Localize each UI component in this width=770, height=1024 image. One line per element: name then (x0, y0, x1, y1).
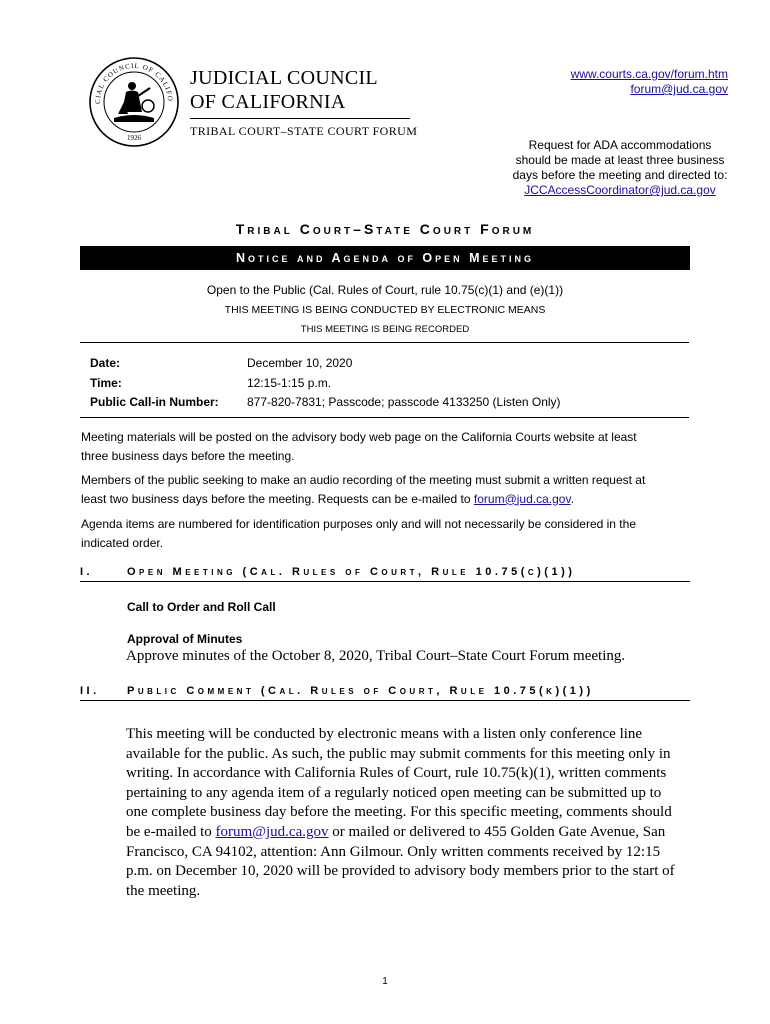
agenda-order-line-1: Agenda items are numbered for identification purposes only and will not necessarily be considered in the (81, 517, 636, 531)
comment-line-7: Francisco, CA 94102, attention: Ann Gilmour. Only written comments received by 12:15 (126, 843, 661, 860)
time-row (90, 376, 561, 396)
ada-line-1: Request for ADA accommodations (528, 138, 712, 152)
section-1-number: I. (80, 566, 94, 578)
meeting-details (90, 356, 561, 415)
comment-line-1: This meeting will be conducted by electronic means with a listen only conference line (126, 726, 643, 742)
approval-of-minutes-body: Approve minutes of the October 8, 2020, Tribal Court–State Court Forum meeting. (126, 648, 626, 664)
open-to-public-line: Open to the Public (Cal. Rules of Court, rule 10.75(c)(1) and (e)(1)) (206, 283, 564, 297)
comment-line-3: writing. In accordance with California Rules of Court, rule 10.75(k)(1), written comments (126, 765, 667, 782)
forum-email-link[interactable]: forum@jud.ca.gov (630, 82, 728, 96)
seal-year: 1926 (127, 134, 141, 142)
comment-line-8: p.m. on December 10, 2020 will be provided to advisory body members prior to the start of (126, 863, 675, 880)
call-in-value: 877-820-7831; Passcode; passcode 4133250 (Listen Only) (247, 395, 561, 409)
date-value: December 10, 2020 (247, 356, 353, 370)
org-name-line1: JUDICIAL COUNCIL (190, 67, 378, 89)
notice-banner-text: Notice and Agenda of Open Meeting (235, 251, 535, 265)
agenda-order-paragraph (81, 515, 691, 552)
recording-line-1: Members of the public seeking to make an audio recording of the meeting must submit a written request at (81, 473, 646, 487)
forum-subtitle: TRIBAL COURT–STATE COURT FORUM (190, 124, 418, 138)
comment-line-5: one complete business day before the meeting. For this specific meeting, comments should (126, 804, 672, 821)
electronic-means-line: THIS MEETING IS BEING CONDUCTED BY ELECTRONIC MEANS (224, 304, 546, 316)
org-name-line2: OF CALIFORNIA (190, 91, 346, 113)
forum-web-link[interactable]: www.courts.ca.gov/forum.htm (570, 67, 728, 81)
section-1-title: Open Meeting (Cal. Rules of Court, Rule 10.75(c)(1)) (127, 566, 576, 578)
document-title (0, 221, 770, 237)
call-in-label: Public Call-in Number: (90, 395, 219, 409)
comment-line-6-start: be e-mailed to (126, 823, 216, 840)
comment-email-link[interactable]: forum@jud.ca.gov (215, 823, 329, 840)
document-title-text: Tribal Court–State Court Forum (235, 221, 535, 237)
seal-arc-text: CIAL COUNCIL OF CALIFO (93, 61, 175, 105)
section-2-title: Public Comment (Cal. Rules of Court, Rule 10.75(k)(1)) (127, 685, 594, 697)
materials-line-1: Meeting materials will be posted on the advisory body web page on the California Courts website at least (81, 430, 637, 444)
details-bottom-rule (80, 417, 689, 418)
page-number: 1 (382, 976, 388, 987)
header-divider (190, 118, 410, 119)
recording-line-2: least two business days before the meeting. Requests can be e-mailed to (81, 491, 474, 506)
header-links (571, 67, 728, 97)
ada-line-3: days before the meeting and directed to: (512, 168, 728, 182)
ada-notice (505, 138, 735, 198)
call-to-order-title: Call to Order and Roll Call (127, 600, 276, 614)
comment-line-9: the meeting. (126, 882, 201, 899)
details-top-rule (80, 342, 689, 343)
recording-paragraph (81, 471, 691, 508)
date-row (90, 356, 561, 376)
section-2-number: II. (80, 685, 100, 697)
notice-banner (80, 246, 690, 270)
ada-email-link[interactable]: JCCAccessCoordinator@jud.ca.gov (524, 183, 716, 197)
recorded-line: THIS MEETING IS BEING RECORDED (300, 324, 470, 335)
time-label: Time: (90, 375, 122, 390)
comment-line-6-end: or mailed or delivered to 455 Golden Gate Avenue, San (328, 823, 666, 840)
comment-line-4: pertaining to any agenda item of a regularly noticed open meeting can be submitted up to (126, 784, 662, 801)
recording-line-2-end: . (570, 491, 574, 506)
recording-email-link[interactable]: forum@jud.ca.gov (473, 491, 571, 506)
call-in-row (90, 395, 561, 415)
materials-line-2: three business days before the meeting. (81, 448, 295, 463)
agenda-order-line-2: indicated order. (81, 535, 164, 550)
comment-line-2: available for the public. As such, the public may submit comments for this meeting only in (126, 745, 671, 762)
section-1-heading (80, 566, 690, 580)
approval-of-minutes-title: Approval of Minutes (127, 632, 243, 646)
ada-line-2: should be made at least three business (515, 153, 725, 167)
organization-name (190, 66, 378, 114)
date-label: Date: (90, 356, 121, 370)
section-2-heading (80, 685, 690, 699)
judicial-council-seal (88, 56, 180, 148)
section-2-rule (80, 700, 690, 701)
public-comment-paragraph (126, 725, 696, 901)
materials-paragraph (81, 428, 691, 465)
section-1-rule (80, 581, 690, 582)
time-value: 12:15-1:15 p.m. (247, 375, 332, 390)
